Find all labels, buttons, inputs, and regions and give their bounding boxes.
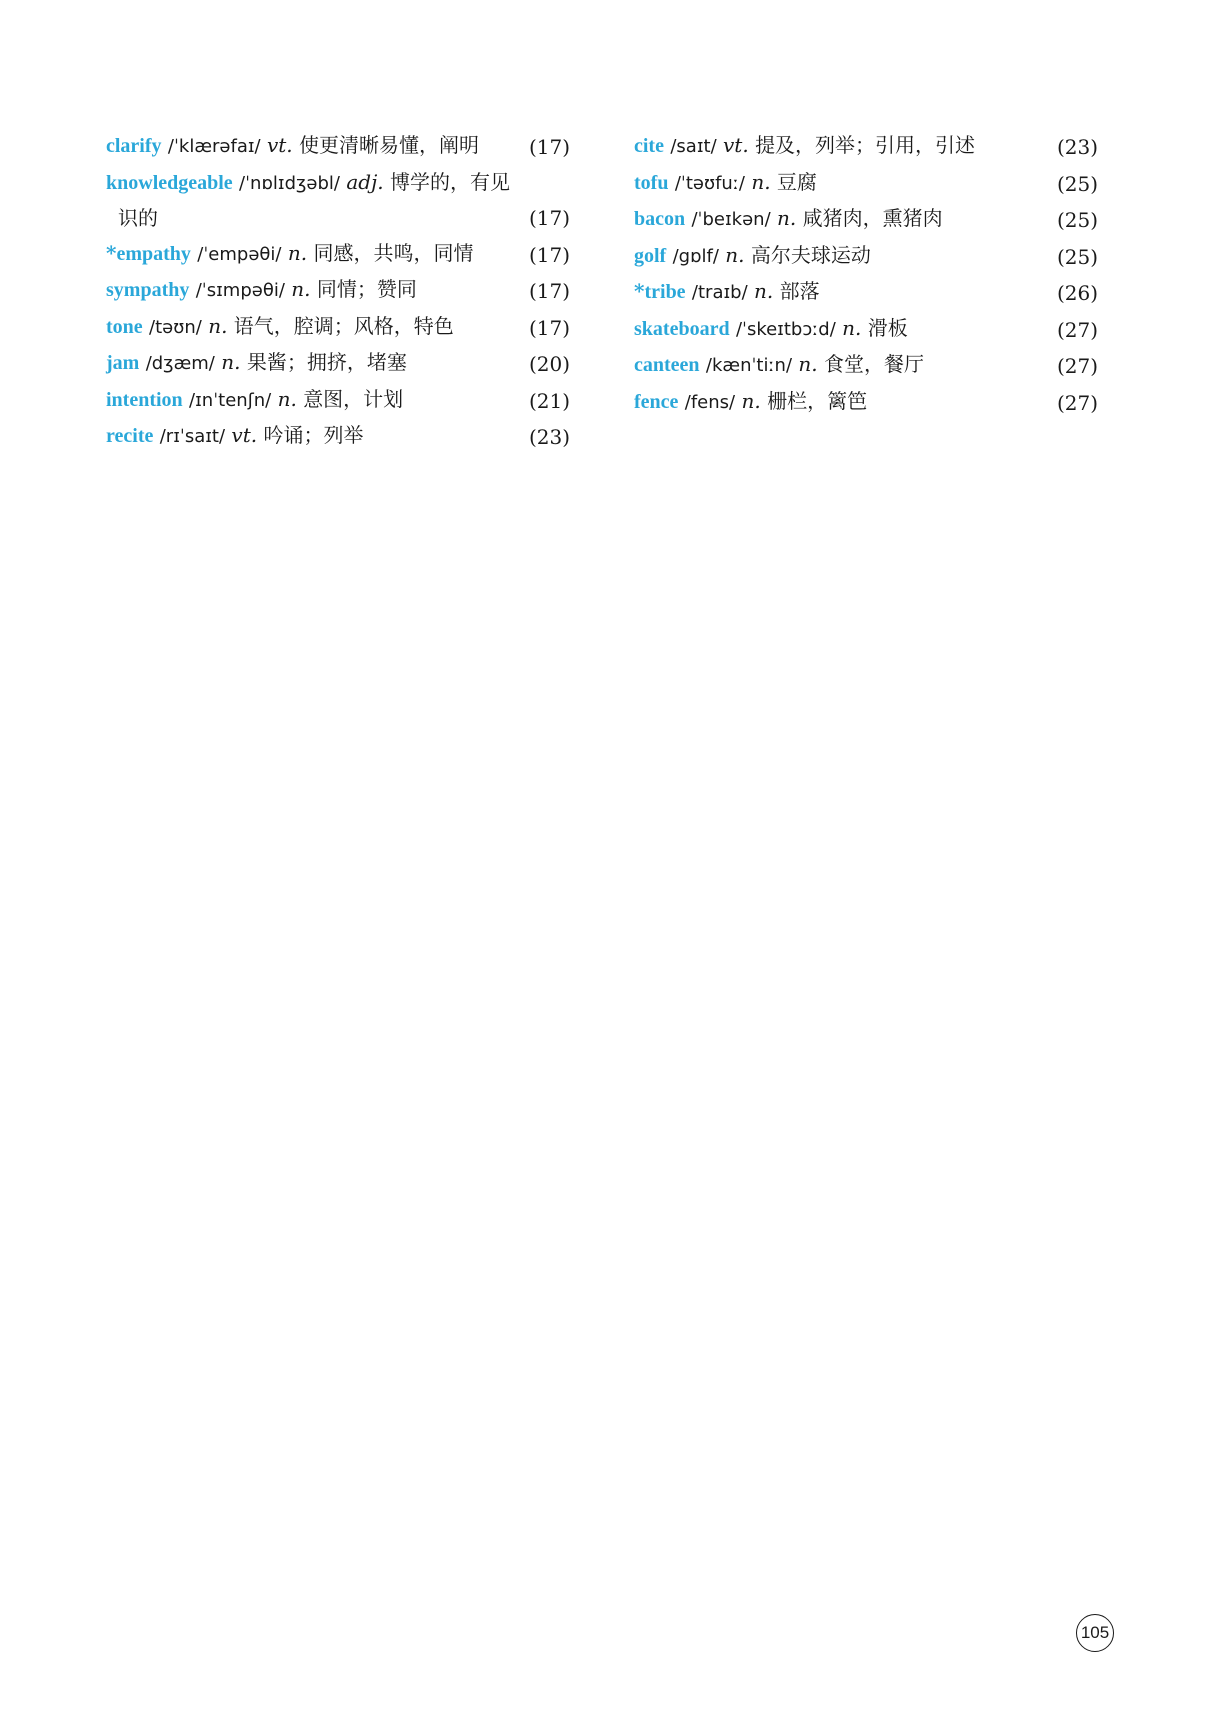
entry-unit: (27) [1056,354,1098,378]
page-number: 105 [1076,1614,1114,1652]
entry-unit: (25) [1056,244,1098,269]
entry-phonetic: /ˈbeɪkən/ [691,209,771,230]
entry-gloss: 豆腐 [776,169,817,194]
vocab-entry [106,272,570,309]
entry-headword: jam [106,352,140,374]
entry-headword: bacon [634,208,686,230]
entry-gloss: 博学的，有见识的 [118,169,510,230]
entry-unit: (17) [528,206,570,230]
entry-headword: clarify [106,135,162,157]
entry-phonetic: /saɪt/ [670,136,717,157]
vocab-entry [106,236,570,273]
vocab-entry [106,128,570,165]
entry-part-of-speech: n. [751,169,771,194]
entry-part-of-speech: n. [798,352,818,376]
entry-phonetic: /ˈsɪmpəθi/ [195,280,285,301]
entry-unit: (25) [1056,208,1098,232]
entry-phonetic: /ˈtəʊfuː/ [674,172,745,194]
entry-part-of-speech: n. [754,279,774,303]
entry-phonetic: /təʊn/ [149,316,202,338]
entry-part-of-speech: adj. [346,169,384,194]
entry-unit: (17) [528,315,570,340]
vocab-entry [634,201,1098,238]
entry-gloss: 高尔夫球运动 [750,242,871,267]
entry-headword: skateboard [634,317,730,340]
entry-unit: (17) [528,279,570,303]
entry-gloss: 使更清晰易懂，阐明 [299,133,480,157]
vocab-entry [634,128,1098,165]
entry-gloss: 意图，计划 [303,386,404,411]
left-column [106,128,570,1628]
vocab-entry [106,345,570,382]
entry-unit: (20) [528,352,570,376]
entry-star: * [106,240,117,265]
entry-part-of-speech: vt. [266,133,293,157]
entry-gloss: 同情；赞同 [316,277,417,301]
entry-phonetic: /fens/ [684,391,736,413]
entry-unit: (17) [528,135,570,159]
entry-gloss: 咸猪肉，熏猪肉 [802,206,943,230]
entry-phonetic: /kænˈtiːn/ [705,355,793,376]
entry-part-of-speech: n. [741,388,761,413]
entry-headword: empathy [116,242,191,265]
entry-unit: (25) [1056,171,1098,196]
right-column [634,128,1098,1628]
vocab-entry [634,347,1098,384]
entry-part-of-speech: n. [277,386,297,411]
entry-headword: tone [106,315,143,338]
vocab-entry [634,274,1098,311]
entry-gloss: 滑板 [867,315,908,340]
entry-headword: recite [106,425,154,447]
entry-part-of-speech: n. [842,315,862,340]
entry-gloss: 栅栏，篱笆 [767,388,868,413]
entry-headword: canteen [634,354,700,376]
vocab-entry [106,382,570,419]
entry-headword: intention [106,388,183,411]
entry-gloss: 食堂，餐厅 [824,352,924,376]
entry-gloss: 果酱；拥挤，堵塞 [246,350,407,374]
entry-gloss: 部落 [779,279,820,303]
entry-part-of-speech: n. [221,350,241,374]
entry-unit: (23) [1056,135,1098,159]
entry-unit: (17) [528,242,570,267]
vocab-entry [634,311,1098,348]
entry-phonetic: /ɪnˈtenʃn/ [189,389,272,411]
entry-part-of-speech: n. [777,206,797,230]
vocab-entry [634,165,1098,202]
entry-phonetic: /ˈskeɪtbɔːd/ [735,318,836,340]
entry-part-of-speech: vt. [723,133,749,157]
entry-phonetic: /ˈempəθi/ [197,243,282,265]
vocab-entry [106,165,570,236]
entry-phonetic: /gɒlf/ [672,245,719,267]
entry-headword: fence [634,390,679,413]
entry-unit: (27) [1056,390,1098,415]
entry-headword: cite [634,135,664,157]
entry-headword: tribe [644,281,686,303]
entry-phonetic: /traɪb/ [691,282,748,303]
entry-gloss: 同感，共鸣，同情 [313,240,474,265]
entry-unit: (23) [528,425,570,449]
entry-gloss: 提及，列举；引用，引述 [755,133,976,157]
entry-phonetic: /rɪˈsaɪt/ [159,426,226,447]
entry-part-of-speech: n. [287,240,308,265]
entry-part-of-speech: n. [291,277,311,301]
entry-gloss: 吟诵；列举 [263,423,364,447]
vocab-entry [634,384,1098,421]
entry-part-of-speech: n. [725,242,745,267]
entry-part-of-speech: vt. [231,423,258,447]
vocab-entry [106,418,570,455]
entry-unit: (27) [1056,317,1098,342]
entry-headword: tofu [634,171,669,194]
vocabulary-list [106,128,1098,1628]
entry-headword: knowledgeable [106,171,233,194]
entry-star: * [634,279,645,303]
entry-gloss: 语气，腔调；风格，特色 [233,313,454,338]
entry-headword: sympathy [106,279,190,301]
entry-phonetic: /dʒæm/ [145,353,215,374]
entry-unit: (21) [528,388,570,413]
entry-phonetic: /ˈnɒlɪdʒəbl/ [239,172,340,194]
entry-phonetic: /ˈklærəfaɪ/ [167,136,261,157]
vocab-entry [634,238,1098,275]
vocab-entry [106,309,570,346]
entry-part-of-speech: n. [208,313,228,338]
entry-headword: golf [634,244,667,267]
entry-unit: (26) [1056,281,1098,305]
